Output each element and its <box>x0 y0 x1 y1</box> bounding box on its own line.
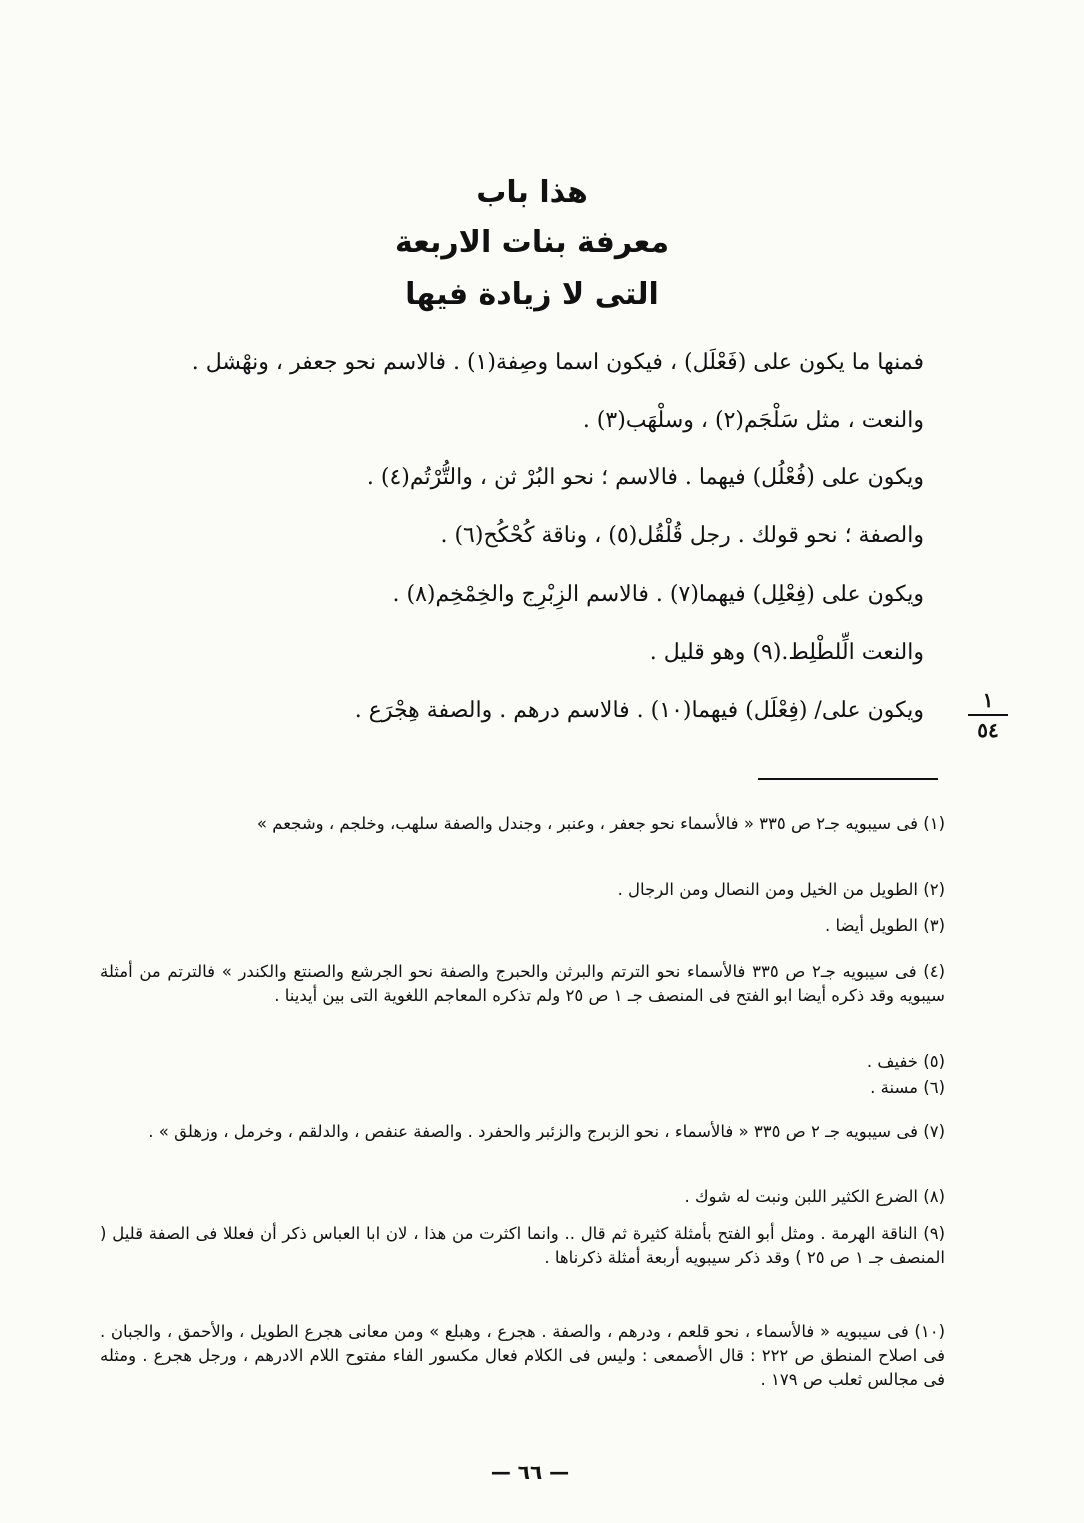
margin-reference <box>968 688 1008 742</box>
page-number: — ٦٦ — <box>490 1460 570 1484</box>
margin-reference-top: ١ <box>968 688 1008 716</box>
chapter-heading-line-2: معرفة بنات الاربعة <box>394 225 670 260</box>
body-line: ويكون على/ (فِعْلَل) فيهما(١٠) . فالاسم درهم . والصفة هِجْرَع . <box>354 698 924 723</box>
footnote: (٨) الضرع الكثير اللبن ونبت له شوك . <box>684 1187 945 1206</box>
footnote: (١) فى سيبويه جـ٢ ص ٣٣٥ « فالأسماء نحو جعفر ، وعنبر ، وجندل والصفة سلهب، وخلجم ، وشجعم » <box>256 814 945 833</box>
margin-reference-bottom: ٥٤ <box>977 718 999 742</box>
body-line: والنعت الِّلطْلِط.(٩) وهو قليل . <box>649 640 924 665</box>
footnote: (٥) خفيف . <box>866 1052 945 1071</box>
chapter-heading-line-1: هذا باب <box>476 175 588 210</box>
footnote: (٣) الطويل أيضا . <box>824 916 945 935</box>
body-line: ويكون على (فِعْلِل) فيهما(٧) . فالاسم الزِبْرِج والخِمْخِم(٨) . <box>392 582 924 607</box>
footnote: (٧) فى سيبويه جـ ٢ ص ٣٣٥ « فالأسماء ، نحو الزبرج والزئبر والحفرد . والصفة عنفص ، والدلقم ، وخرمل ، وزهلق » . <box>148 1122 945 1141</box>
body-line: والصفة ؛ نحو قولك . رجل قُلْقُل(٥) ، وناقة كُحْكُح(٦) . <box>440 523 924 548</box>
body-line: والنعت ، مثل سَلْجَم(٢) ، وسلْهَب(٣) . <box>582 408 924 433</box>
body-line: ويكون على (فُعْلُل) فيهما . فالاسم ؛ نحو البُرْ ثن ، والتُّرْتُم(٤) . <box>366 465 924 490</box>
body-line: فمنها ما يكون على (فَعْلَل) ، فيكون اسما وصِفة(١) . فالاسم نحو جعفر ، ونهْشل . <box>191 350 924 375</box>
chapter-heading-line-3: التى لا زيادة فيها <box>405 277 659 312</box>
footnote: (١٠) فى سيبويه « فالأسماء ، نحو قلعم ، ودرهم ، والصفة . هجرع ، وهبلع » ومن معانى هجرع الطويل ، والأحمق ، والجبان . فى اصلاح المنطق ص ٢٢٢ : قال الأصمعى : وليس فى الكلام فعال مكسور الفاء مفتوح اللام الادرهم ، ورجل هجرع . ومثله فى مجالس ثعلب ص ١٧٩ . <box>100 1322 945 1389</box>
footnote: (٢) الطويل من الخيل ومن النصال ومن الرجال . <box>617 880 945 899</box>
footnote-separator <box>758 778 938 780</box>
footnote: (٩) الناقة الهرمة . ومثل أبو الفتح بأمثلة كثيرة ثم قال .. وانما اكثرت من هذا ، لان ابا العباس ذكر أن فعللا فى الصفة قليل ( المنصف جـ ١ ص ٢٥ ) وقد ذكر سيبويه أربعة أمثلة ذكرناها . <box>100 1224 945 1267</box>
footnote: (٤) فى سيبويه جـ٢ ص ٣٣٥ فالأسماء نحو الترتم والبرثن والحبرج والصفة نحو الجرشع والصنتع والكندر » فالترتم من أمثلة سيبويه وقد ذكره أيضا ابو الفتح فى المنصف جـ ١ ص ٢٥ ولم تذكره المعاجم اللغوية التى بين أيدينا . <box>100 962 945 1005</box>
footnote: (٦) مسنة . <box>870 1078 945 1097</box>
